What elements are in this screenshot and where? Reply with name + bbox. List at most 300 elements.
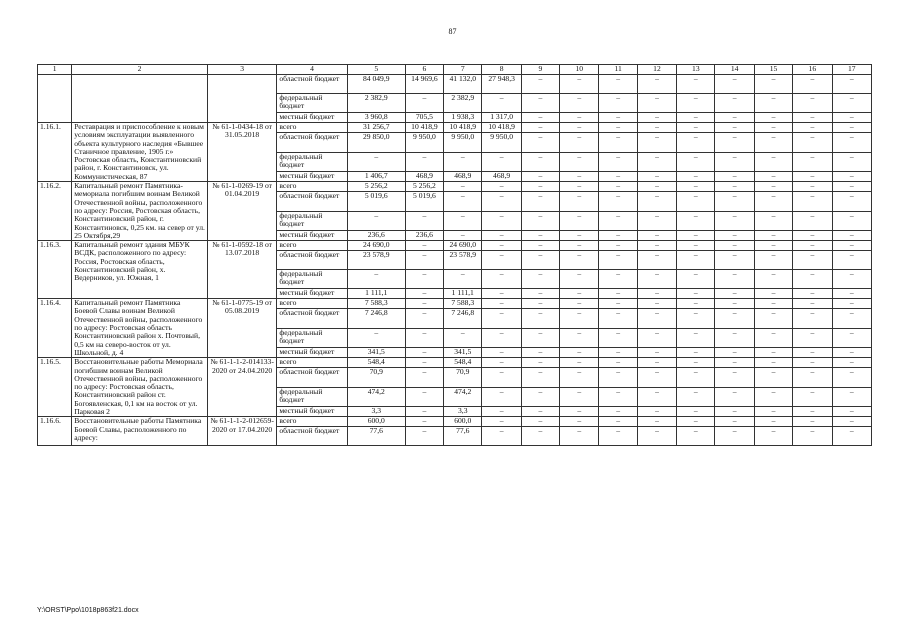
item-number: 1.16.3. [38,241,72,299]
amount-cell: – [832,152,871,171]
amount-cell: – [521,417,559,427]
amount-cell: – [715,182,754,192]
page-number: 87 [448,27,457,36]
amount-cell: – [715,123,754,133]
table-row [38,182,872,192]
amount-cell: 548,4 [444,358,482,368]
amount-cell: 77,6 [444,427,482,446]
amount-cell: – [405,289,443,299]
funding-source: местный бюджет [277,113,347,123]
amount-cell: – [560,368,599,387]
amount-cell: – [560,417,599,427]
amount-cell: – [482,387,521,406]
amount-cell: – [521,309,559,328]
amount-cell: 5 256,2 [405,182,443,192]
amount-cell: – [677,133,715,152]
amount-cell: – [715,94,754,113]
amount-cell: – [832,251,871,270]
amount-cell: – [793,427,832,446]
amount-cell: 705,5 [405,113,443,123]
funding-source: федеральный бюджет [277,94,347,113]
amount-cell: – [793,230,832,240]
funding-source: областной бюджет [277,133,347,152]
amount-cell: – [560,348,599,358]
amount-cell: 5 256,2 [347,182,405,192]
amount-cell: – [560,328,599,347]
amount-cell: – [405,152,443,171]
amount-cell: – [482,230,521,240]
amount-cell: – [793,368,832,387]
amount-cell: – [715,427,754,446]
item-number: 1.16.2. [38,182,72,241]
amount-cell: – [715,171,754,181]
funding-source: местный бюджет [277,171,347,181]
funding-source: местный бюджет [277,348,347,358]
amount-cell: 84 049,9 [347,75,405,94]
expertise-document: № 61-1-0775-19 от 05.08.2019 [207,299,276,358]
amount-cell: – [793,407,832,417]
amount-cell: – [677,309,715,328]
amount-cell: – [832,113,871,123]
amount-cell: – [832,94,871,113]
amount-cell: – [444,192,482,211]
table-row [38,358,872,368]
funding-source: всего [277,182,347,192]
amount-cell: – [793,152,832,171]
amount-cell: – [677,230,715,240]
amount-cell: – [521,152,559,171]
amount-cell: – [482,182,521,192]
amount-cell: – [637,182,676,192]
amount-cell: – [677,289,715,299]
amount-cell: – [677,182,715,192]
amount-cell: – [677,348,715,358]
amount-cell: – [832,368,871,387]
amount-cell: – [482,407,521,417]
amount-cell: – [521,133,559,152]
amount-cell: – [599,299,637,309]
amount-cell: – [754,309,792,328]
amount-cell: – [832,358,871,368]
amount-cell: – [754,417,792,427]
amount-cell: – [677,417,715,427]
amount-cell: – [677,171,715,181]
amount-cell: – [715,152,754,171]
amount-cell: – [560,270,599,289]
amount-cell: – [754,152,792,171]
amount-cell: – [560,241,599,251]
amount-cell: – [599,211,637,230]
amount-cell: – [599,123,637,133]
amount-cell: 3,3 [347,407,405,417]
amount-cell: – [715,407,754,417]
amount-cell: – [677,299,715,309]
amount-cell: 24 690,0 [444,241,482,251]
item-number: 1.16.1. [38,123,72,182]
amount-cell: 1 111,1 [347,289,405,299]
column-number: 11 [599,65,637,75]
amount-cell: – [599,182,637,192]
amount-cell: – [715,270,754,289]
amount-cell: – [521,113,559,123]
amount-cell: – [560,309,599,328]
amount-cell: – [482,94,521,113]
amount-cell: – [793,113,832,123]
amount-cell: – [560,427,599,446]
funding-source: областной бюджет [277,427,347,446]
amount-cell: – [560,152,599,171]
amount-cell: – [560,171,599,181]
object-name: Восстановительные работы Мемориала погибшим воинам Великой Отечественной войны, расположенного по адресу: Ростовская область, Константиновский район ст. Богоявленская, 0,1 км на восток от ул. Парковая 2 [72,358,208,417]
amount-cell: – [677,368,715,387]
amount-cell: – [677,94,715,113]
amount-cell: 23 578,9 [444,251,482,270]
file-path-footer: Y:\ORST\Ppo\1018p863f21.docx [37,607,139,614]
amount-cell: – [832,387,871,406]
amount-cell: – [793,123,832,133]
amount-cell: – [560,94,599,113]
amount-cell: – [793,299,832,309]
amount-cell: – [677,113,715,123]
amount-cell: – [405,251,443,270]
amount-cell: – [637,94,676,113]
amount-cell: – [793,241,832,251]
amount-cell: – [715,368,754,387]
amount-cell: – [754,270,792,289]
amount-cell: – [637,251,676,270]
amount-cell: – [347,152,405,171]
amount-cell: – [793,75,832,94]
amount-cell: – [715,417,754,427]
amount-cell: – [482,152,521,171]
amount-cell: 1 111,1 [444,289,482,299]
column-number: 3 [207,65,276,75]
amount-cell: – [715,348,754,358]
column-number: 17 [832,65,871,75]
amount-cell: – [637,230,676,240]
amount-cell: – [347,211,405,230]
amount-cell: – [677,358,715,368]
amount-cell: – [521,387,559,406]
amount-cell: – [637,299,676,309]
amount-cell: – [482,348,521,358]
column-number: 15 [754,65,792,75]
column-number: 2 [72,65,208,75]
amount-cell: – [637,241,676,251]
budget-table [37,64,872,446]
object-name: Капитальный ремонт Памятника Боевой Славы воинам Великой Отечественной войны, расположенного по адресу: Ростовская область Константиновский район х. Почтовый, 0,5 км на северо-восток от ул. Школьной, д. 4 [72,299,208,358]
amount-cell: – [599,113,637,123]
amount-cell: 9 950,0 [405,133,443,152]
amount-cell: – [637,309,676,328]
amount-cell: – [521,427,559,446]
amount-cell: – [444,182,482,192]
amount-cell: – [793,171,832,181]
amount-cell: – [637,270,676,289]
amount-cell: – [599,407,637,417]
amount-cell: 7 588,3 [347,299,405,309]
object-name: Капитальный ремонт Памятника-мемориала погибшим воинам Великой Отечественной войны, расположенного по адресу: Россия, Ростовская область, Константиновский район, г. Константиновск, 0,25 км. на север от ул. 25 Октября,29 [72,182,208,241]
column-number: 7 [444,65,482,75]
column-number: 8 [482,65,521,75]
amount-cell: – [793,289,832,299]
amount-cell: 10 418,9 [482,123,521,133]
expertise-document: № 61-1-1-2-012659-2020 от 17.04.2020 [207,417,276,446]
amount-cell: – [754,407,792,417]
amount-cell: – [715,299,754,309]
amount-cell: – [677,387,715,406]
amount-cell: – [405,328,443,347]
amount-cell: – [560,182,599,192]
amount-cell: – [599,427,637,446]
amount-cell: – [482,270,521,289]
amount-cell: – [677,407,715,417]
amount-cell: – [521,182,559,192]
amount-cell: – [599,251,637,270]
amount-cell: – [482,309,521,328]
table-row [38,417,872,427]
amount-cell: – [521,192,559,211]
funding-source: всего [277,299,347,309]
amount-cell: – [832,289,871,299]
table-row [38,123,872,133]
amount-cell: 9 950,0 [482,133,521,152]
amount-cell: – [832,192,871,211]
funding-source: областной бюджет [277,368,347,387]
object-name: Восстановительные работы Памятника Боевой Славы, расположенного по адресу: [72,417,208,446]
amount-cell: – [715,309,754,328]
amount-cell: – [637,387,676,406]
amount-cell: – [521,123,559,133]
funding-source: всего [277,123,347,133]
amount-cell: – [832,427,871,446]
table-row [38,299,872,309]
amount-cell: – [832,211,871,230]
amount-cell: – [637,358,676,368]
amount-cell: – [793,417,832,427]
amount-cell: 2 382,9 [347,94,405,113]
funding-source: федеральный бюджет [277,270,347,289]
amount-cell: – [793,387,832,406]
amount-cell: – [482,427,521,446]
amount-cell: – [521,171,559,181]
amount-cell: – [405,368,443,387]
amount-cell: – [637,75,676,94]
amount-cell: 7 246,8 [347,309,405,328]
item-number [38,75,72,123]
amount-cell: – [715,113,754,123]
amount-cell: – [599,133,637,152]
amount-cell: – [405,309,443,328]
amount-cell: – [599,328,637,347]
amount-cell: – [482,417,521,427]
amount-cell: – [754,123,792,133]
amount-cell: – [754,348,792,358]
amount-cell: – [832,75,871,94]
amount-cell: – [521,299,559,309]
amount-cell: – [521,358,559,368]
funding-source: местный бюджет [277,289,347,299]
amount-cell: – [482,358,521,368]
amount-cell: – [444,270,482,289]
amount-cell: – [405,241,443,251]
amount-cell: – [754,192,792,211]
amount-cell: 70,9 [347,368,405,387]
amount-cell: – [521,251,559,270]
funding-source: местный бюджет [277,407,347,417]
expertise-document: № 61-1-0592-18 от 13.07.2018 [207,241,276,299]
amount-cell: – [482,251,521,270]
amount-cell: – [715,211,754,230]
amount-cell: – [560,113,599,123]
amount-cell: – [405,299,443,309]
column-number: 16 [793,65,832,75]
amount-cell: 70,9 [444,368,482,387]
amount-cell: – [793,94,832,113]
amount-cell: – [482,328,521,347]
amount-cell: – [444,152,482,171]
amount-cell: 3,3 [444,407,482,417]
item-number: 1.16.4. [38,299,72,358]
funding-source: всего [277,417,347,427]
object-name: Реставрация и приспособление к новым условиям эксплуатации выявленного объекта культурного наследия «Бывшее Станичное правление, 1905 г.» Ростовская область, Константиновский район, г. Константиновск, ул. Коммунистическая, 87 [72,123,208,182]
amount-cell: – [754,368,792,387]
amount-cell: 14 969,6 [405,75,443,94]
amount-cell: 236,6 [347,230,405,240]
amount-cell: – [405,94,443,113]
amount-cell: – [832,299,871,309]
funding-source: областной бюджет [277,75,347,94]
amount-cell: – [832,270,871,289]
amount-cell: – [793,192,832,211]
amount-cell: – [560,211,599,230]
amount-cell: – [405,211,443,230]
table-row [38,75,872,94]
amount-cell: – [599,417,637,427]
amount-cell: – [832,417,871,427]
item-number: 1.16.5. [38,358,72,417]
amount-cell: – [677,192,715,211]
amount-cell: – [715,387,754,406]
amount-cell: – [754,133,792,152]
amount-cell: – [715,133,754,152]
amount-cell: 23 578,9 [347,251,405,270]
funding-source: областной бюджет [277,251,347,270]
amount-cell: – [754,75,792,94]
amount-cell: 341,5 [347,348,405,358]
amount-cell: 474,2 [347,387,405,406]
amount-cell: – [832,230,871,240]
amount-cell: 41 132,0 [444,75,482,94]
amount-cell: – [444,328,482,347]
amount-cell: 341,5 [444,348,482,358]
amount-cell: – [754,289,792,299]
amount-cell: – [637,171,676,181]
amount-cell: – [521,94,559,113]
amount-cell: – [599,230,637,240]
amount-cell: – [637,368,676,387]
amount-cell: – [521,348,559,358]
amount-cell: – [599,309,637,328]
amount-cell: – [677,152,715,171]
amount-cell: – [793,211,832,230]
amount-cell: – [521,241,559,251]
amount-cell: – [347,270,405,289]
amount-cell: – [715,192,754,211]
amount-cell: – [599,171,637,181]
amount-cell: – [560,133,599,152]
amount-cell: – [637,328,676,347]
amount-cell: – [599,241,637,251]
column-number: 10 [560,65,599,75]
amount-cell: – [405,348,443,358]
amount-cell: 10 418,9 [444,123,482,133]
amount-cell: – [444,211,482,230]
amount-cell: – [715,75,754,94]
amount-cell: – [560,192,599,211]
amount-cell: – [599,289,637,299]
amount-cell: 468,9 [482,171,521,181]
object-name [72,75,208,123]
amount-cell: – [754,427,792,446]
amount-cell: – [637,152,676,171]
amount-cell: 9 950,0 [444,133,482,152]
amount-cell: – [405,427,443,446]
funding-source: местный бюджет [277,230,347,240]
amount-cell: – [715,328,754,347]
amount-cell: – [637,289,676,299]
table-body [38,65,872,446]
amount-cell: – [754,328,792,347]
amount-cell: – [599,192,637,211]
amount-cell: 468,9 [405,171,443,181]
amount-cell: – [793,133,832,152]
amount-cell: – [754,251,792,270]
amount-cell: 236,6 [405,230,443,240]
amount-cell: – [677,251,715,270]
amount-cell: – [793,358,832,368]
amount-cell: – [754,182,792,192]
amount-cell: – [715,241,754,251]
amount-cell: – [637,211,676,230]
amount-cell: – [521,211,559,230]
amount-cell: 3 960,8 [347,113,405,123]
amount-cell: – [482,241,521,251]
amount-cell: – [599,387,637,406]
expertise-document [207,75,276,123]
amount-cell: 5 019,6 [405,192,443,211]
column-number: 13 [677,65,715,75]
column-number: 4 [277,65,347,75]
amount-cell: 24 690,0 [347,241,405,251]
funding-source: федеральный бюджет [277,328,347,347]
amount-cell: 27 948,3 [482,75,521,94]
funding-source: федеральный бюджет [277,211,347,230]
amount-cell: – [444,230,482,240]
amount-cell: – [521,289,559,299]
amount-cell: – [677,427,715,446]
amount-cell: – [482,299,521,309]
amount-cell: – [560,407,599,417]
amount-cell: – [405,387,443,406]
amount-cell: – [599,152,637,171]
amount-cell: – [347,328,405,347]
item-number: 1.16.6. [38,417,72,446]
amount-cell: – [599,348,637,358]
amount-cell: 548,4 [347,358,405,368]
amount-cell: – [599,358,637,368]
funding-source: областной бюджет [277,192,347,211]
